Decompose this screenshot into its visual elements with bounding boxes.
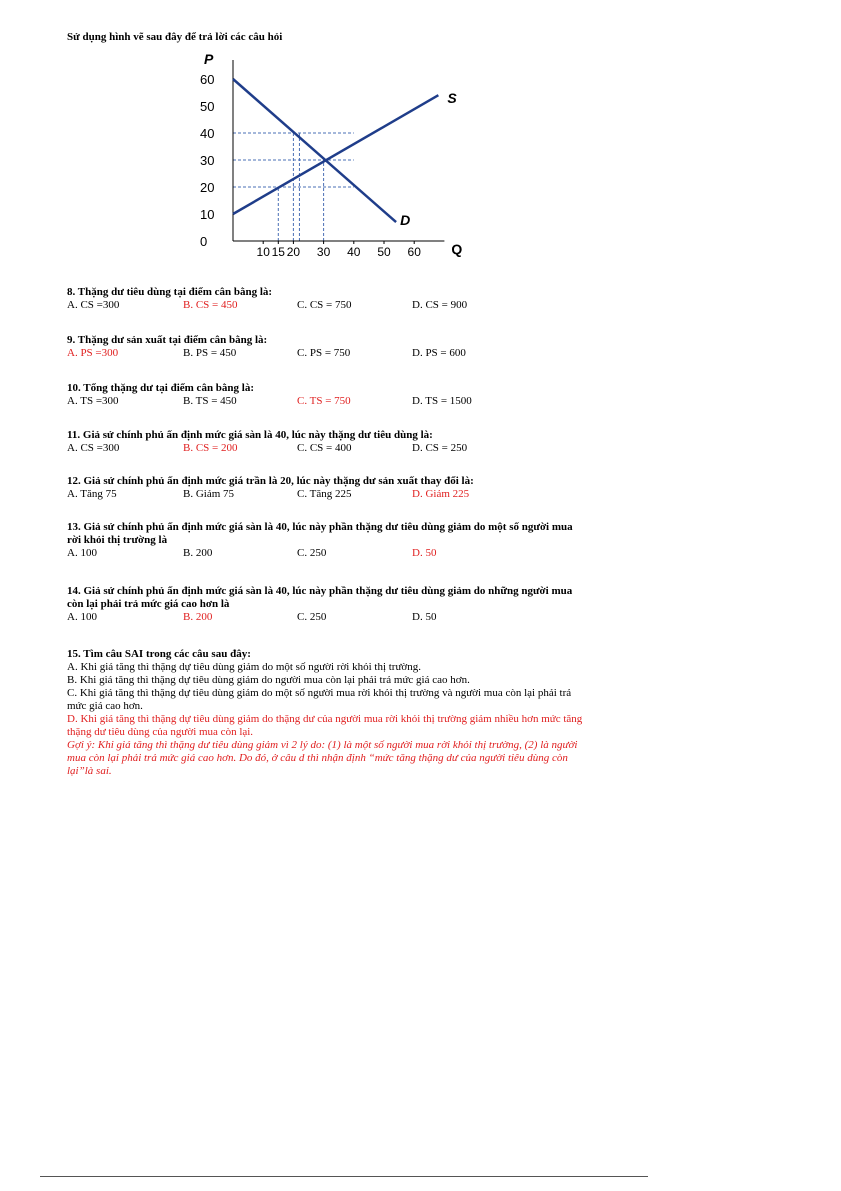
y-tick-label: 60 [200, 72, 215, 87]
statement-c: C. Khi giá tăng thì thặng dự tiêu dùng giảm do một số người mua rời khỏi thị trường và người mua còn lại phải trả mức giá cao hơn. [67, 687, 572, 712]
y-tick-label: 40 [200, 126, 215, 141]
y-tick-label: 0 [200, 234, 208, 249]
question-title: 15. Tìm câu SAI trong các câu sau đây: [67, 648, 251, 660]
supply-demand-chart [190, 48, 470, 270]
option-b: B. CS = 450 [183, 299, 238, 311]
option-c: C. CS = 400 [297, 442, 352, 454]
x-tick-label: 10 [256, 245, 270, 259]
question-8 [67, 286, 587, 312]
option-c: C. CS = 750 [297, 299, 352, 311]
option-c: C. 250 [297, 547, 327, 559]
option-a: A. CS =300 [67, 299, 120, 311]
answer-options [67, 299, 587, 312]
question-10 [67, 382, 587, 408]
demand-label: D [400, 212, 411, 229]
answer-options [67, 347, 587, 360]
answer-options [67, 442, 587, 455]
question-title: 8. Thặng dư tiêu dùng tại điểm cân bằng là: [67, 286, 273, 298]
x-axis-label: Q [451, 241, 463, 257]
y-tick-label: 30 [200, 153, 215, 168]
y-tick-label: 20 [200, 180, 215, 195]
statement-a: A. Khi giá tăng thì thặng dự tiêu dùng giảm do một số người rời khỏi thị trường. [67, 661, 422, 673]
option-d: D. PS = 600 [412, 347, 466, 359]
answer-options [67, 611, 587, 624]
option-c: C. 250 [297, 611, 327, 623]
answer-options [67, 547, 587, 560]
answer-options [67, 395, 587, 408]
question-11 [67, 429, 587, 455]
option-c: C. TS = 750 [297, 395, 351, 407]
x-tick-label: 50 [377, 245, 391, 259]
question-title: 14. Giả sử chính phủ ấn định mức giá sàn là 40, lúc này phần thặng dư tiêu dùng giảm do những người mua còn lại phải trả mức giá cao hơn là [67, 585, 573, 610]
option-a: A. Tăng 75 [67, 488, 117, 500]
option-d: D. CS = 250 [412, 442, 468, 454]
tick-labels [200, 51, 462, 259]
question-14 [67, 585, 587, 624]
option-a: A. CS =300 [67, 442, 120, 454]
x-tick-label: 60 [407, 245, 421, 259]
option-b: B. PS = 450 [183, 347, 237, 359]
statement-b: B. Khi giá tăng thì thặng dự tiêu dùng giảm do người mua còn lại phải trả mức giá cao hơn. [67, 674, 470, 686]
option-d: D. TS = 1500 [412, 395, 472, 407]
x-tick-label: 15 [271, 245, 285, 259]
option-d: D. 50 [412, 547, 437, 559]
s-curve [233, 95, 438, 214]
x-tick-label: 20 [286, 245, 301, 259]
statement-d: D. Khi giá tăng thì thặng dự tiêu dùng giảm do thặng dư của người mua rời khỏi thị trường giảm nhiều hơn mức tăng thặng dư tiêu dùng của người mua còn lại. [67, 713, 583, 738]
answer-options [67, 488, 587, 501]
question-9 [67, 334, 587, 360]
question-title: 9. Thặng dư sản xuất tại điểm cân bằng là: [67, 334, 268, 346]
question-title: 10. Tổng thặng dư tại điểm cân bằng là: [67, 382, 255, 394]
option-d: D. Giảm 225 [412, 488, 470, 500]
question-title: 11. Giả sử chính phủ ấn định mức giá sàn là 40, lúc này thặng dư tiêu dùng là: [67, 429, 433, 441]
question-12 [67, 475, 587, 501]
y-tick-label: 50 [200, 99, 215, 114]
option-a: A. 100 [67, 611, 97, 623]
axes [233, 60, 444, 241]
supply-label: S [447, 90, 457, 107]
x-tick-label: 30 [316, 245, 331, 259]
question-title: 12. Giả sử chính phủ ấn định mức giá trần là 20, lúc này thặng dư sản xuất thay đổi là: [67, 475, 474, 487]
x-tick-label: 40 [347, 245, 361, 259]
y-axis-label: P [204, 51, 214, 67]
option-b: B. Giảm 75 [183, 488, 235, 500]
option-c: C. PS = 750 [297, 347, 351, 359]
option-b: B. CS = 200 [183, 442, 238, 454]
question-title: 13. Giả sử chính phủ ấn định mức giá sàn là 40, lúc này phần thặng dư tiêu dùng giảm do một số người mua rời khỏi thị trường là [67, 521, 573, 546]
page-bottom-rule [40, 1176, 648, 1177]
series-lines [233, 79, 438, 222]
option-a: A. TS =300 [67, 395, 119, 407]
intro-text: Sử dụng hình vẽ sau đây để trả lời các câu hỏi [67, 31, 283, 43]
question-13 [67, 521, 587, 560]
option-d: D. CS = 900 [412, 299, 468, 311]
y-tick-label: 10 [200, 207, 215, 222]
option-a: A. 100 [67, 547, 97, 559]
reference-lines [233, 133, 354, 241]
question-15 [67, 648, 587, 778]
option-c: C. Tăng 225 [297, 488, 352, 500]
option-a: A. PS =300 [67, 347, 119, 359]
option-b: B. 200 [183, 547, 213, 559]
hint-text: Gợi ý: Khi giá tăng thì thặng dư tiêu dùng giảm vì 2 lý do: (1) là một số người mua rời khỏi thị trường, (2) là người mua còn lại phải trả mức giá cao hơn. Do đó, ở câu d thì nhận định “mức tăng thặng dư của người tiêu dùng còn lại”là sai. [67, 739, 578, 777]
option-b: B. TS = 450 [183, 395, 237, 407]
option-b: B. 200 [183, 611, 213, 623]
option-d: D. 50 [412, 611, 437, 623]
